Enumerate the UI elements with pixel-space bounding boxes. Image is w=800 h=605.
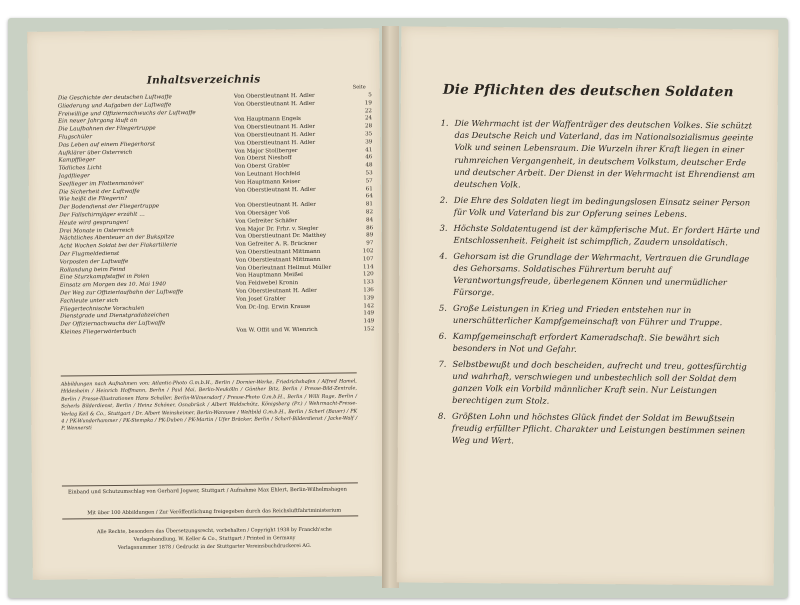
duty-text: Größten Lohn und höchstes Glück findet der Soldat im Bewußtsein freudig erfüllter Pflicht. Charakter und Leistungen bestimmen seinen Weg und Wert. [451, 410, 746, 446]
duty-number: 7. [438, 358, 447, 369]
toc-entry-page: 120 [362, 271, 374, 278]
toc-entry-author: Von W. Offit und W. Wienrich [236, 326, 318, 334]
toc-entry-title: Gliederung und Aufgaben der Luftwaffe [57, 102, 172, 110]
toc-entry-title: Wie heißt die Fliegerin? [58, 196, 128, 203]
toc-entry-author: Von Oberstleutnant H. Adler [234, 202, 316, 209]
duty-number: 2. [439, 194, 448, 205]
toc-entry-title: Acht Wochen Soldat bei der Flakartillerie [59, 242, 178, 250]
toc-entry-author: Von Hauptmann Engels [234, 116, 301, 124]
toc-entry-title: Das Leben auf einem Fliegerhorst [58, 141, 156, 149]
duty-number: 8. [437, 410, 447, 421]
duty-item [439, 302, 761, 329]
duty-text: Gehorsam ist die Grundlage der Wehrmacht, Vertrauen die Grundlage des Gehorsams. Soldatisches Führertum beruht auf Verantwortungsfreude, überlegenem Können und unermüdlicher Fürsorge. [453, 250, 750, 298]
toc-entry-page: 5 [368, 92, 372, 99]
toc-entry-page: 142 [363, 302, 375, 309]
toc-entry-page: 149 [363, 318, 375, 325]
toc-entry-title: Der Flugmeldedienst [59, 250, 120, 258]
toc-entry-title: Vorposten der Luftwaffe [59, 258, 129, 266]
toc-entry-author: Von Josef Grabler [235, 295, 286, 303]
toc-entry-author: Von Hauptmann Keiser [234, 178, 301, 186]
left-page [27, 28, 385, 580]
toc-entry-page: 107 [362, 255, 374, 263]
toc-entry-page: 53 [365, 170, 373, 177]
toc-entry-author: Von Gefreiter Schäfer [235, 217, 298, 225]
toc-entry-page: 35 [365, 131, 373, 138]
toc-entry-author: Von Oberstleutnant H. Adler [233, 100, 315, 108]
toc-entry-author: Von Dr.-Ing. Erwin Krause [236, 303, 311, 311]
toc-entry-author: Von Oberst Nieshoff [234, 155, 292, 163]
toc-entry-title: Fliegertechnische Vorschulen [60, 305, 145, 313]
toc-entry-title: Die Laufbahnen der Fliegertruppe [58, 125, 156, 133]
toc-entry-page: 86 [366, 224, 374, 231]
toc-entry-page: 28 [364, 123, 373, 130]
duty-number: 4. [439, 250, 448, 261]
cover-credit: Einband und Schutzumschlag von Gerhard Jogwer, Stuttgart / Aufnahme Max Ehlert, Berlin-Wilhelmshagen [67, 486, 347, 496]
copyright-line: Verlagshandlung, W. Keller & Co., Stuttgart / Printed in Germany [133, 535, 296, 543]
toc-entry-title: Seeflieger im Flottenmanöver [58, 180, 144, 188]
toc-entry-page: 41 [365, 146, 373, 153]
duty-number: 5. [438, 302, 447, 313]
toc-entry-author: Von Oberst Grabler [234, 163, 290, 170]
duties-title: Die Pflichten des deutschen Soldaten [442, 81, 734, 101]
duty-text: Die Wehrmacht ist der Waffenträger des deutschen Volkes. Sie schützt das Deutsche Reich und Vaterland, das im Nationalsozialismus geeinte Volk und seinen Lebensraum. Die Wurzeln ihrer Kraft liegen in einer ruhmreichen Vergangenheit, in deutschem Volkstum, deutscher Erde und deutscher Arbeit. Der Dienst in der Wehrmacht ist Ehrendienst am deutschen Volk. [454, 117, 755, 190]
toc-entry-title: Dienstgrade und Dienstgradabzeichen [60, 312, 170, 320]
toc-entry-title: Eine Sturzkampfstaffel in Polen [59, 273, 150, 281]
photo-credits: Abbildungen nach Aufnahmen von: Atlantic-Photo G.m.b.H., Berlin / Dornier-Werke, Friedrichshafen / Alfred Hamel, Hildesheim / Heinrich Hoffmann, Berlin / Paul Mai, Berlin-Neukölln / Günther Bitz, Berlin / Presse-Bild-Zentrale, Berlin / Presse-Illustrationen Hans Schaller, Berlin-Wilmersdorf / Presse-Photo G.m.b.H., Berlin / Willi Ruge, Berlin / Scherls Bilderdienst, Berlin / Heinz Schöner, Osnabrück / Albert Waldschütz, Königsberg (Pr.) / Wehrmacht-Presse-Verlag Keil & Co., Stuttgart / Dr. Albert Weinsheimer, Berlin-Wannsee / Weltbild G.m.b.H., Berlin / Scherl (Bauer) / PK 4 / PK-Wunderhammer / PK-Stempka / PK-Duben / PK-Martin / Ufer Bräcker, Berlin / Scherl-Bilderdienst / Jacke-Walf / P. Wennersti [60, 378, 358, 432]
toc-entry-author: Von Oberstleutnant H. Adler [234, 124, 316, 131]
illustrations-note: Mit über 100 Abbildungen / Zur Veröffentlichung freigegeben durch das Reichsluftfahrtministerium [87, 507, 342, 517]
toc-entry-author: Von Major Stollberger [234, 147, 298, 155]
toc-entry-page: 152 [363, 326, 375, 333]
toc-entry-page: 57 [365, 178, 373, 185]
toc-entry-page: 46 [365, 154, 373, 161]
toc-entry-title: Der Weg zur Offizierlaufbahn der Luftwaffe [59, 289, 184, 297]
toc-entry-page: 39 [365, 139, 373, 146]
toc-entry-page: 97 [366, 240, 374, 247]
toc-entry-author: Von Oberstleutnant H. Adler [234, 186, 316, 194]
duty-item [440, 221, 762, 248]
duty-text: Kampfgemeinschaft erfordert Kameradschaft. Sie bewährt sich besonders in Not und Gefahr. [452, 330, 720, 354]
duty-item [440, 117, 763, 193]
toc-entry-title: Freiwillige und Offiziernachwuchs der Luftwaffe [57, 109, 196, 118]
toc-entry-title: Jagdflieger [58, 173, 90, 180]
toc-entry-title: Der Bodendienst der Fliegertruppe [58, 203, 160, 211]
toc-entry-author: Von Oberstleutnant Mittmann [235, 256, 321, 264]
table-of-contents [58, 92, 379, 337]
toc-entry-author: Von Gefreiter A. R. Brückner [235, 240, 318, 248]
duty-text: Die Ehre des Soldaten liegt im bedingungslosen Einsatz seiner Person für Volk und Vaterland bis zur Opferung seines Lebens. [453, 194, 751, 219]
toc-entry-author: Von Hauptmann Meißel [235, 272, 303, 280]
toc-entry-title: Ein neuer Jahrgang läuft an [58, 118, 138, 125]
toc-entry-title: Fachleute unter sich [59, 297, 119, 305]
toc-entry-author: Von Leutnant Hochfeld [234, 170, 301, 178]
copyright-line: Alle Rechte, besonders das Übersetzungsrecht, vorbehalten / Copyright 1938 by Franckh'sche [96, 526, 332, 536]
copyright-line: Verlagsnummer 1878 / Gedruckt in der Stuttgarter Vereinsbuchdruckerei AG. [117, 542, 312, 551]
toc-entry-page: 149 [363, 310, 375, 317]
toc-title: Inhaltsverzeichnis [146, 73, 261, 87]
toc-entry-page: 48 [365, 162, 373, 169]
toc-entry-title: Der Fallschirmjäger erzählt … [59, 211, 145, 219]
toc-entry-author: Von Oberstleutnant H. Adler [234, 139, 316, 147]
toc-entry-page: 139 [363, 294, 374, 302]
toc-entry-title: Tödliches Licht [58, 165, 102, 172]
duty-text: Höchste Soldatentugend ist der kämpferische Mut. Er fordert Härte und Entschlossenheit. Feigheit ist schimpflich, Zaudern unsoldatisch. [453, 222, 761, 248]
toc-entry-title: Nächtliches Abenteuer an der Bukspitze [59, 234, 175, 242]
duty-item [439, 249, 761, 301]
toc-entry-page: 24 [364, 115, 373, 122]
toc-entry-page: 82 [365, 209, 374, 216]
toc-entry-page: 22 [364, 107, 373, 114]
duty-item [439, 329, 761, 356]
toc-entry-title: Kampfflieger [58, 157, 96, 164]
toc-entry-author: Von Feldwebel Kronin [235, 280, 299, 287]
toc-entry-page: 133 [363, 279, 374, 286]
toc-entry-page: 136 [363, 287, 374, 294]
toc-entry-title: Aufklärer über Österreich [58, 149, 133, 157]
toc-entry-page: 84 [365, 216, 374, 224]
toc-entry-title: Flugschüler [58, 134, 93, 141]
duty-number: 6. [438, 330, 447, 341]
toc-entry-author: Von Oberstleutnant H. Adler [235, 287, 317, 295]
toc-entry-page: 102 [362, 248, 374, 255]
toc-entry-title: Die Geschichte der deutschen Luftwaffe [57, 94, 172, 102]
copyright-notice [66, 525, 362, 552]
duty-item [440, 193, 762, 220]
toc-entry-page: 64 [365, 193, 373, 200]
toc-entry-author: Von Oberstleutnant Mittmann [235, 248, 321, 256]
toc-entry-author: Von Obersäger Voß [235, 210, 290, 217]
toc-entry-author: Von Oberstleutnant Dr. Matthey [235, 233, 327, 241]
toc-entry-title: Drei Monate in Österreich [59, 227, 135, 235]
toc-entry-author: Von Major Dr. Frhr. v. Siegler [235, 225, 319, 233]
toc-entry-title: Einsatz am Morgen des 10. Mai 1940 [59, 281, 167, 289]
toc-entry-page: 61 [365, 185, 373, 192]
toc-entry-author: Von Oberstleutnant H. Adler [233, 92, 315, 100]
duty-text: Selbstbewußt und doch bescheiden, aufrecht und treu, gottesfürchtig und wahrhaft, verschwiegen und unbestechlich soll der Soldat dem ganzen Volk ein Vorbild männlicher Kraft sein. Nur Leistungen berechtigen zum Stolz. [452, 358, 747, 406]
duty-number: 1. [440, 117, 449, 128]
toc-entry-page: 114 [362, 263, 374, 270]
toc-entry-title: Die Sicherheit der Luftwaffe [58, 188, 140, 196]
seite-label: Seite [352, 84, 366, 91]
duty-item [438, 357, 760, 409]
duty-number: 3. [439, 222, 448, 233]
toc-entry-author: Von Oberleutnant Hellmut Müller [235, 264, 332, 272]
toc-entry-author: Von Oberstleutnant H. Adler [234, 131, 316, 139]
toc-entry-page: 81 [365, 201, 373, 208]
toc-entry-title: Rollandung beim Feind [59, 266, 126, 274]
duty-text: Große Leistungen in Krieg und Frieden entstehen nur in unerschütterlicher Kampfgemeinschaft von Führer und Truppe. [452, 302, 723, 328]
toc-entry-title: Der Offiziernachwuchs der Luftwaffe [60, 320, 166, 328]
right-page [397, 26, 779, 585]
duties-list [438, 117, 763, 453]
divider [61, 372, 357, 376]
toc-entry-page: 89 [366, 232, 374, 239]
duty-item [438, 410, 760, 449]
toc-entry-title: Heute wird gesprungen! [59, 219, 129, 227]
toc-entry-page: 19 [364, 100, 372, 107]
toc-entry-title: Kleines Fliegerwörterbuch [60, 328, 137, 336]
